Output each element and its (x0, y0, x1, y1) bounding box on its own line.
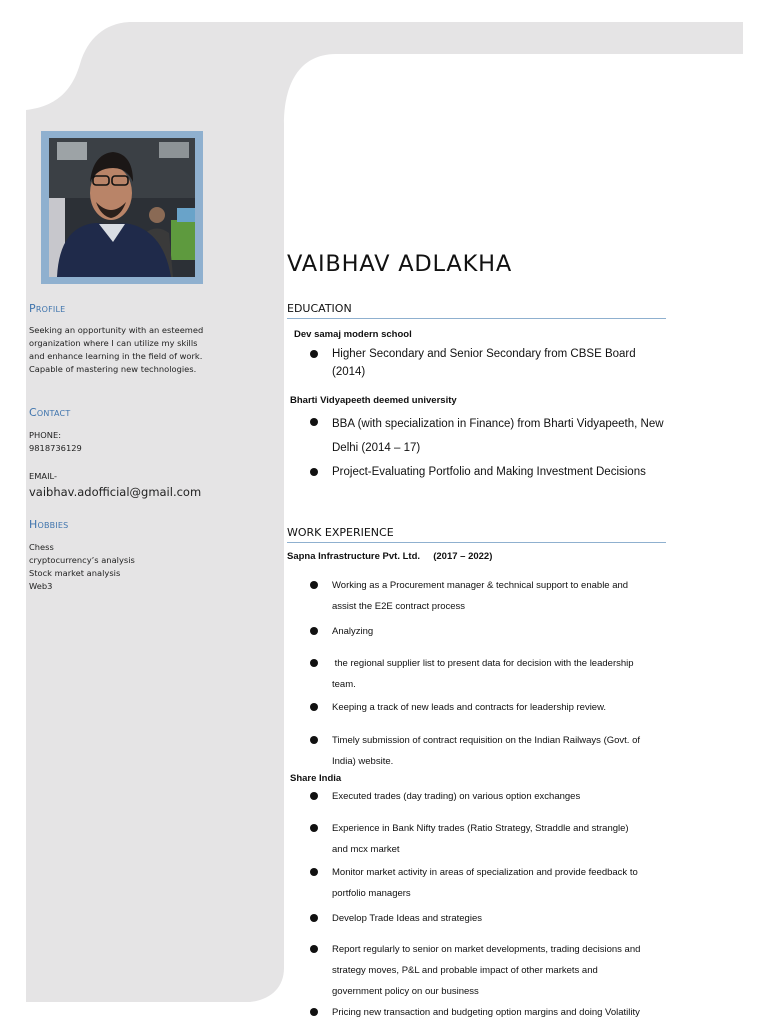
experience-line: Timely submission of contract requisition on the Indian Railways (Govt. of (332, 735, 641, 746)
school2-project: Project-Evaluating Portfolio and Making Investment Decisions (332, 466, 646, 478)
experience-line: Report regularly to senior on market developments, trading decisions and (332, 944, 641, 955)
profile-photo-frame (41, 131, 203, 284)
school2-detail (332, 412, 664, 460)
experience-line: Experience in Bank Nifty trades (Ratio Strategy, Straddle and strangle) (332, 823, 629, 834)
experience-line: Analyzing (332, 626, 374, 637)
experience-item (332, 818, 629, 860)
contact-heading: Contact (29, 406, 71, 419)
experience-item (332, 621, 373, 642)
work-divider (287, 542, 666, 543)
bullet (310, 350, 318, 358)
profile-heading: Profile (29, 302, 66, 315)
detail-line: BBA (with specialization in Finance) from Bharti Vidyapeeth, New (332, 418, 664, 430)
experience-item (332, 730, 640, 772)
experience-item (332, 575, 628, 617)
phone-value: 9818736129 (29, 443, 82, 453)
bullet (310, 736, 318, 744)
bullet (310, 1008, 318, 1016)
bullet (310, 627, 318, 635)
experience-line: India) website. (332, 756, 394, 767)
detail-line: Higher Secondary and Senior Secondary from CBSE Board (332, 348, 636, 360)
profile-line: Seeking an opportunity with an esteemed (29, 325, 204, 335)
profile-line: and enhance learning in the field of work. (29, 351, 203, 361)
school1-detail (332, 345, 636, 381)
bullet (310, 418, 318, 426)
detail-line: Delhi (2014 – 17) (332, 442, 421, 454)
company1-name: Sapna Infrastructure Pvt. Ltd. (2017 – 2022) (287, 551, 493, 562)
hobby-item: Web3 (29, 581, 53, 591)
email-value[interactable]: vaibhav.adofficial@gmail.com (29, 485, 202, 499)
bullet (310, 868, 318, 876)
experience-item (332, 1002, 640, 1023)
experience-item (332, 786, 580, 807)
experience-line: and mcx market (332, 844, 400, 855)
email-label: EMAIL- (29, 471, 57, 481)
bullet (310, 659, 318, 667)
bullet (310, 945, 318, 953)
bullet (310, 581, 318, 589)
experience-item (332, 653, 634, 695)
experience-line: Executed trades (day trading) on various option exchanges (332, 791, 581, 802)
bullet (310, 792, 318, 800)
education-heading: EDUCATION (287, 302, 352, 315)
experience-line: Working as a Procurement manager & technical support to enable and (332, 580, 629, 591)
school1-name: Dev samaj modern school (294, 329, 412, 340)
work-heading: WORK EXPERIENCE (287, 526, 394, 539)
bullet (310, 703, 318, 711)
experience-item (332, 908, 482, 929)
candidate-name: VAIBHAV ADLAKHA (287, 251, 513, 277)
experience-line: Develop Trade Ideas and strategies (332, 913, 482, 924)
profile-line: Capable of mastering new technologies. (29, 364, 197, 374)
education-divider (287, 318, 666, 319)
profile-text (29, 324, 203, 376)
experience-line: government policy on our business (332, 986, 479, 997)
hobbies-heading: Hobbies (29, 518, 69, 531)
profile-photo (49, 138, 195, 277)
school2-name: Bharti Vidyapeeth deemed university (290, 395, 457, 406)
hobby-item: Stock market analysis (29, 568, 121, 578)
hobbies-list (29, 541, 135, 593)
company2-name: Share India (290, 773, 342, 784)
detail-line: (2014) (332, 366, 366, 378)
bullet (310, 914, 318, 922)
hobby-item: cryptocurrency’s analysis (29, 555, 135, 565)
hobby-item: Chess (29, 542, 54, 552)
experience-item (332, 939, 640, 1002)
profile-line: organization where I can utilize my skills (29, 338, 198, 348)
experience-line: the regional supplier list to present data for decision with the leadership (332, 658, 634, 669)
experience-line: assist the E2E contract process (332, 601, 466, 612)
experience-line: portfolio managers (332, 888, 411, 899)
experience-item (332, 697, 606, 718)
bullet (310, 824, 318, 832)
experience-line: Keeping a track of new leads and contracts for leadership review. (332, 702, 607, 713)
bullet (310, 468, 318, 476)
experience-item (332, 862, 638, 904)
experience-line: Pricing new transaction and budgeting option margins and doing Volatility (332, 1007, 640, 1018)
experience-line: team. (332, 679, 356, 690)
experience-line: strategy moves, P&L and probable impact of other markets and (332, 965, 598, 976)
experience-line: Monitor market activity in areas of specialization and provide feedback to (332, 867, 638, 878)
phone-label: PHONE: (29, 430, 62, 440)
